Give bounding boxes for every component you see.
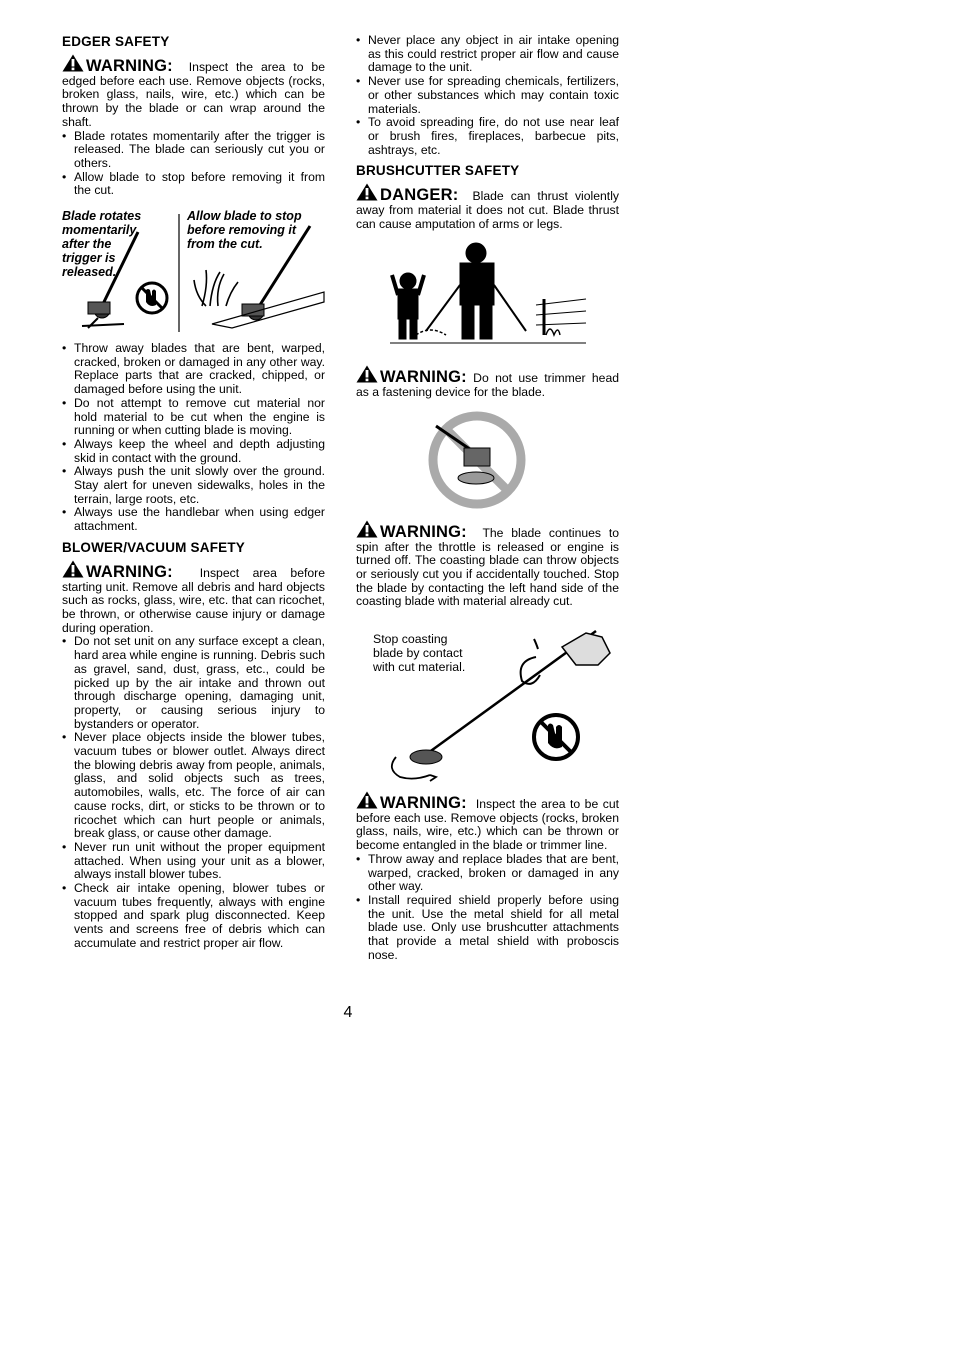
caption-line: Stop coasting bbox=[373, 632, 448, 647]
caption-line: blade by contact bbox=[373, 646, 463, 661]
list-item: • Do not attempt to remove cut material nor hold material to be cut when the engine is running or when cutting blade is moving. bbox=[62, 397, 325, 438]
danger-paragraph bbox=[356, 183, 619, 231]
warning-label: WARNING: bbox=[86, 562, 173, 581]
list-item: • To avoid spreading fire, do not use near leaf or brush fires, fireplaces, barbecue pits, ashtrays, etc. bbox=[356, 116, 619, 157]
edger-bullets-1 bbox=[62, 130, 325, 199]
warning-triangle-icon bbox=[356, 791, 378, 809]
list-item: • Install required shield properly before using the unit. Use the metal shield for all metal blade use. Only use brushcutter attachments that provide a metal shield with proboscis nose. bbox=[356, 894, 619, 963]
caption-line: Blade rotates bbox=[62, 209, 142, 224]
blower-warning-paragraph bbox=[62, 560, 325, 636]
edger-warning-paragraph bbox=[62, 54, 325, 130]
caption-line: from the cut. bbox=[187, 237, 263, 252]
list-item: • Check air intake opening, blower tubes or vacuum tubes frequently, always with engine stopped and spark plug disconnected. Keep vents and screens free of debris which can accumulate and restrict proper air flow. bbox=[62, 882, 325, 951]
brushcutter-bullets bbox=[356, 853, 619, 963]
bystander-drawing bbox=[392, 273, 424, 339]
warning-triangle-icon bbox=[62, 54, 84, 72]
warning-triangle-icon bbox=[356, 183, 378, 201]
warning-text: Do not use trimmer head as a fastening device for the blade. bbox=[356, 371, 620, 400]
operator-drawing bbox=[416, 243, 526, 339]
list-item: • Always use the handlebar when using edger attachment. bbox=[62, 506, 325, 533]
coasting-blade-warning-paragraph bbox=[356, 520, 619, 609]
left-column bbox=[62, 34, 325, 951]
caption-line: with cut material. bbox=[373, 660, 466, 675]
warning-text: Inspect area before starting unit. Remove all debris and hard objects such as rocks, glass, wire, etc. that can ricochet, be thrown, or otherwise cause injury or damage during operation. bbox=[62, 565, 325, 635]
caption-line: Allow blade to stop bbox=[187, 209, 302, 224]
list-item: • Blade rotates momentarily after the trigger is released. The blade can seriously cut you or others. bbox=[62, 130, 325, 171]
list-item: • Always push the unit slowly over the ground. Stay alert for uneven sidewalks, holes in the terrain, large roots, etc. bbox=[62, 465, 325, 506]
caption-line: after the bbox=[62, 237, 112, 252]
list-item: • Do not set unit on any surface except a clean, hard area while engine is running. Debris such as gravel, sand, dust, grass, etc., could be picked up by the air intake and thrown out through discharge opening, damaging unit, property, or causing serious injury to bystanders or operator. bbox=[62, 635, 325, 731]
no-hands-icon bbox=[137, 283, 167, 313]
edger-illustration bbox=[62, 206, 325, 334]
edger-caption-left bbox=[62, 209, 141, 279]
list-item: • Never place any object in air intake opening as this could restrict proper air flow and cause damage to the unit. bbox=[356, 34, 619, 75]
blade-thrust-illustration bbox=[356, 239, 619, 357]
blower-bullets bbox=[62, 635, 325, 950]
warning-label: WARNING: bbox=[380, 794, 467, 813]
list-item: • Throw away blades that are bent, warped, cracked, broken or damaged in any other way. Replace parts that are cracked, chipped, or damaged before using the unit. bbox=[62, 342, 325, 397]
caption-line: momentarily bbox=[62, 223, 137, 238]
caption-line: released. bbox=[62, 265, 117, 280]
warning-label: WARNING: bbox=[380, 522, 467, 541]
list-item: • Allow blade to stop before removing it from the cut. bbox=[62, 171, 325, 198]
danger-label: DANGER: bbox=[380, 186, 459, 205]
list-item: • Never run unit without the proper equipment attached. When using your unit as a blower, always install blower tubes. bbox=[62, 841, 325, 882]
edger-safety-heading: EDGER SAFETY bbox=[62, 34, 170, 49]
no-trimmer-head-illustration bbox=[356, 408, 619, 512]
trimmer-head-warning-paragraph bbox=[356, 365, 619, 399]
edger-bullets-2 bbox=[62, 342, 325, 534]
caption-line: trigger is bbox=[62, 251, 116, 266]
warning-text: The blade continues to spin after the throttle is released or engine is turned off. The coasting blade can throw objects or seriously cut you if accidentally touched. Stop the blade by contacting the left hand side of the coasting blade with material already cut. bbox=[356, 525, 619, 609]
blower-safety-heading: BLOWER/VACUUM SAFETY bbox=[62, 539, 245, 555]
warning-text: Inspect the area to be cut before each use. Remove objects (rocks, broken glass, nails, wire, etc.) which can be thrown or become entangled in the blade or trimmer line. bbox=[356, 797, 619, 853]
edger-caption-right bbox=[186, 209, 302, 251]
no-hands-icon bbox=[534, 715, 578, 759]
list-item: • Never use for spreading chemicals, fertilizers, or other substances which may contain toxic materials. bbox=[356, 75, 619, 116]
danger-text: Blade can thrust violently away from material it does not cut. Blade thrust can cause amputation of arms or legs. bbox=[356, 189, 619, 231]
blower-bullets-continued bbox=[356, 34, 619, 157]
coasting-blade-caption bbox=[372, 632, 465, 674]
brushcutter-safety-heading: BRUSHCUTTER SAFETY bbox=[356, 163, 520, 179]
right-column bbox=[356, 34, 619, 963]
coasting-blade-illustration bbox=[356, 617, 619, 783]
warning-triangle-icon bbox=[62, 560, 84, 578]
warning-text: Inspect the area to be edged before each use. Remove objects (rocks, broken glass, nails, wire, etc.) which can be thrown by the blade or can wrap around the shaft. bbox=[62, 60, 325, 129]
warning-triangle-icon bbox=[356, 520, 378, 538]
list-item: • Always keep the wheel and depth adjusting skid in contact with the ground. bbox=[62, 438, 325, 465]
inspect-area-warning-paragraph bbox=[356, 791, 619, 853]
warning-triangle-icon bbox=[356, 365, 378, 383]
list-item: • Throw away and replace blades that are bent, warped, cracked, broken or damaged in any other way. bbox=[356, 853, 619, 894]
warning-label: WARNING: bbox=[86, 57, 173, 75]
caption-line: before removing it bbox=[187, 223, 297, 238]
list-item: • Never place objects inside the blower tubes, vacuum tubes or blower outlet. Always direct the blowing debris away from people, animals, glass, and solid objects such as trees, automobiles, walls, etc. The force of air can cause rocks, dirt, or sticks to be thrown or to ricochet which can hurt people or animals, break glass, or cause other damage. bbox=[62, 731, 325, 841]
warning-label: WARNING: bbox=[380, 368, 467, 387]
fence-drawing bbox=[536, 299, 586, 335]
page-number: 4 bbox=[343, 1004, 353, 1021]
